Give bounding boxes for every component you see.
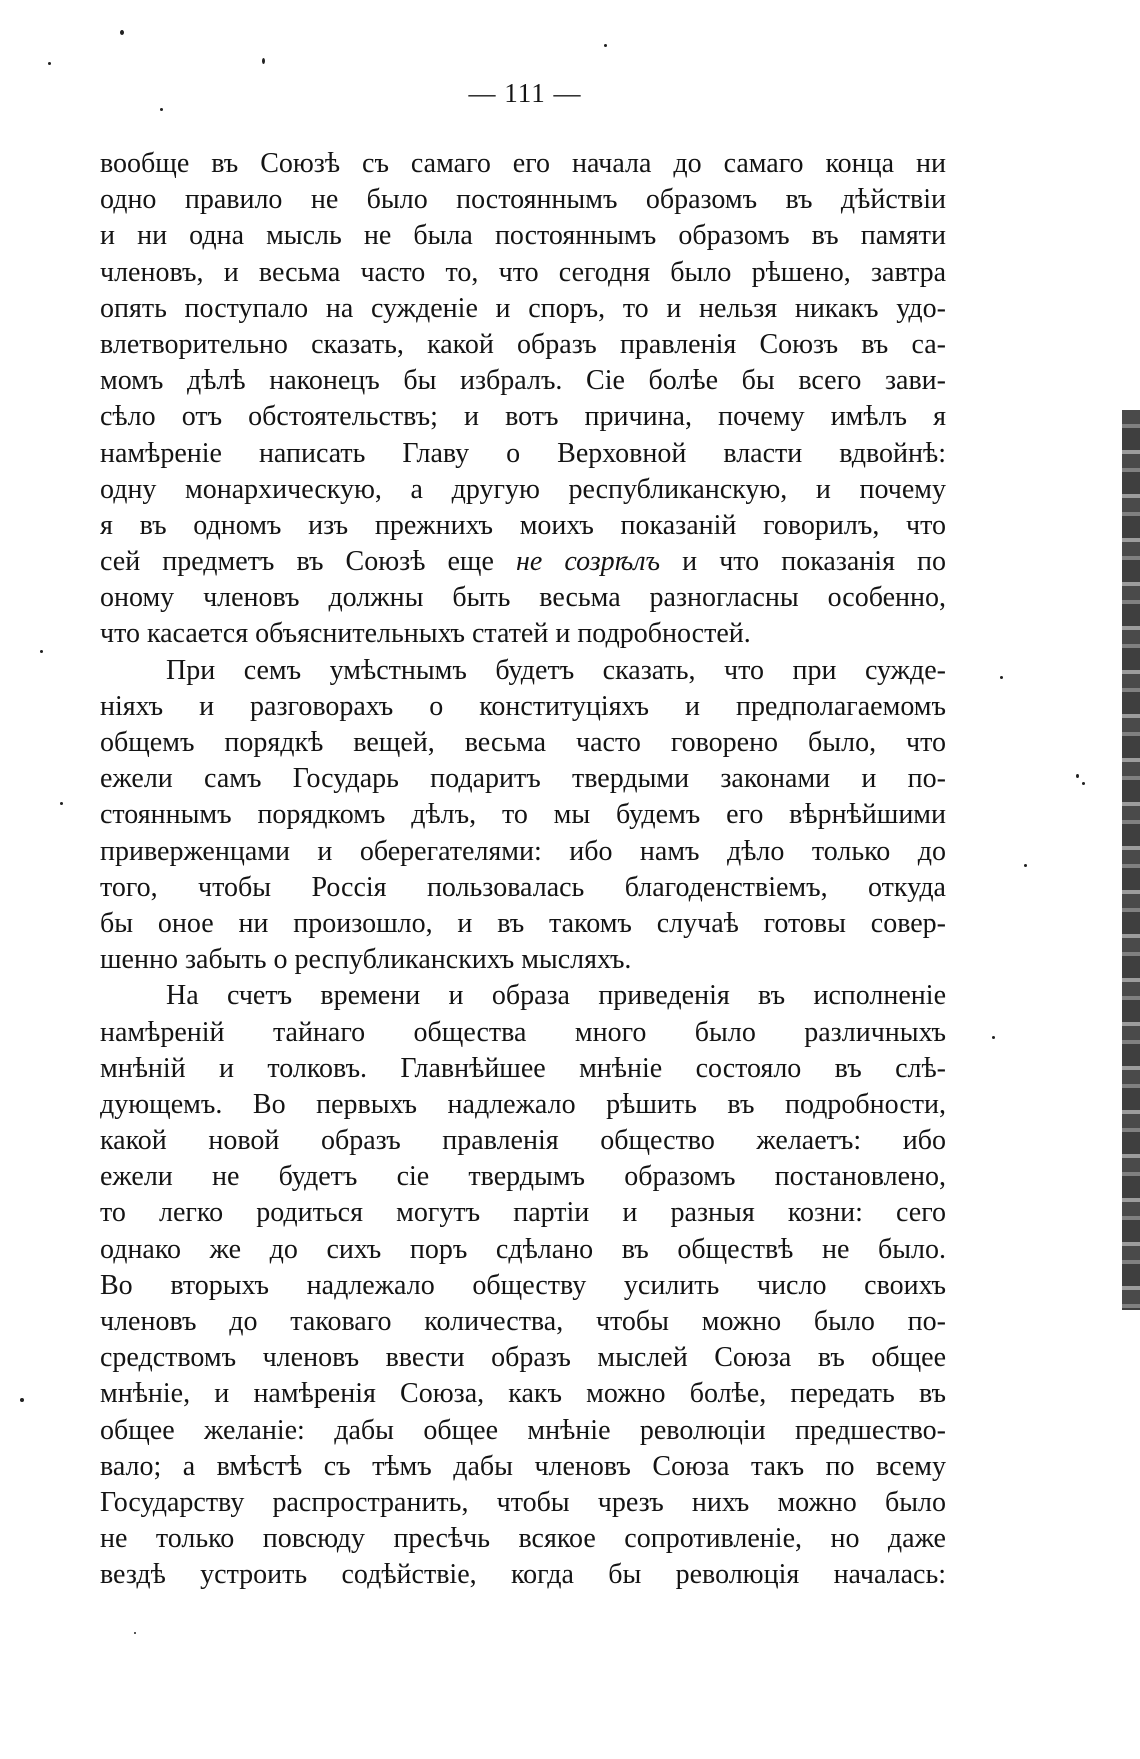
text-line: того, чтобы Россія пользовалась благоденствіемъ, откуда bbox=[100, 871, 946, 903]
text-line: приверженцами и оберегателями: ибо намъ дѣло только до bbox=[100, 835, 946, 867]
text-line: общее желаніе: дабы общее мнѣніе революціи предшество- bbox=[100, 1414, 946, 1446]
text-line: Во вторыхъ надлежало обществу усилить число своихъ bbox=[100, 1269, 946, 1301]
scan-speck bbox=[120, 30, 124, 35]
scan-speck bbox=[1082, 782, 1085, 785]
paragraph-3 bbox=[100, 978, 946, 1593]
text-line: стояннымъ порядкомъ дѣлъ, то мы будемъ его вѣрнѣйшими bbox=[100, 799, 946, 831]
text-line-with-italic bbox=[100, 544, 946, 580]
text-line: одну монархическую, а другую республиканскую, и почему bbox=[100, 473, 946, 505]
text-line: мнѣніе, и намѣренія Союза, какъ можно болѣе, передать въ bbox=[100, 1378, 946, 1410]
paragraph-2 bbox=[100, 653, 946, 979]
scan-speck bbox=[1076, 774, 1079, 778]
text-line: опять поступало на сужденіе и споръ, то и нельзя никакъ удо- bbox=[100, 292, 946, 324]
text-line: общемъ порядкѣ вещей, весьма часто говорено было, что bbox=[100, 727, 946, 758]
text-line: средствомъ членовъ ввести образъ мыслей Союза въ общее bbox=[100, 1342, 946, 1374]
text-line: вездѣ устроить содѣйствіе, когда бы революція началась: bbox=[100, 1559, 946, 1591]
scan-speck bbox=[160, 108, 163, 111]
text-line: бы оное ни произошло, и въ такомъ случаѣ готовы совер- bbox=[100, 907, 946, 939]
body-text bbox=[100, 146, 946, 1594]
scan-speck bbox=[40, 650, 43, 653]
text-line: мнѣній и толковъ. Главнѣйшее мнѣніе состояло въ слѣ- bbox=[100, 1052, 946, 1084]
text-line: сѣло отъ обстоятельствъ; и вотъ причина, почему имѣлъ я bbox=[100, 401, 946, 433]
text-line: ніяхъ и разговорахъ о конституціяхъ и предполагаемомъ bbox=[100, 690, 946, 722]
scan-speck bbox=[134, 1632, 136, 1634]
scan-speck bbox=[1024, 864, 1027, 867]
scan-speck bbox=[60, 802, 63, 805]
facing-page-bleed bbox=[1122, 410, 1140, 1310]
text-line: какой новой образъ правленія общество желаетъ: ибо bbox=[100, 1125, 946, 1157]
text-line: я въ одномъ изъ прежнихъ моихъ показаній говорилъ, что bbox=[100, 509, 946, 541]
scan-speck bbox=[604, 44, 607, 47]
text-line: и ни одна мысль не была постояннымъ образомъ въ памяти bbox=[100, 220, 946, 252]
scan-speck bbox=[48, 62, 51, 65]
text-line: Государству распространить, чтобы чрезъ нихъ можно было bbox=[100, 1486, 946, 1518]
text-line: то легко родиться могутъ партіи и разныя козни: сего bbox=[100, 1197, 946, 1229]
text-line: ежели самъ Государь подаритъ твердыми законами и по- bbox=[100, 763, 946, 795]
text-segment: и что показанія по bbox=[682, 546, 947, 578]
text-line: членовъ до таковаго количества, чтобы можно было по- bbox=[100, 1306, 946, 1337]
scan-speck bbox=[20, 1398, 24, 1402]
text-line: намѣреній тайнаго общества много было различныхъ bbox=[100, 1016, 946, 1048]
text-line: дующемъ. Во первыхъ надлежало рѣшить въ подробности, bbox=[100, 1088, 946, 1120]
scan-speck bbox=[262, 58, 265, 64]
paragraph-1 bbox=[100, 146, 946, 653]
text-line: что касается объяснительныхъ статей и подробностей. bbox=[100, 618, 751, 650]
text-line: момъ дѣлѣ наконецъ бы избралъ. Сіе болѣе бы всего зави- bbox=[100, 365, 946, 397]
text-line: намѣреніе написать Главу о Верховной власти вдвойнѣ: bbox=[100, 437, 946, 469]
text-line: вало; а вмѣстѣ съ тѣмъ дабы членовъ Союза такъ по всему bbox=[100, 1450, 946, 1482]
text-line: При семъ умѣстнымъ будетъ сказать, что при сужде- bbox=[166, 654, 946, 686]
text-line: однако же до сихъ поръ сдѣлано въ обществѣ не было. bbox=[100, 1233, 946, 1265]
text-line: членовъ, и весьма часто то, что сегодня было рѣшено, завтра bbox=[100, 256, 946, 288]
text-line: не только повсюду пресѣчь всякое сопротивленіе, но даже bbox=[100, 1523, 946, 1555]
text-line: оному членовъ должны быть весьма разногласны особенно, bbox=[100, 582, 946, 614]
text-line: шенно забыть о республиканскихъ мысляхъ. bbox=[100, 944, 632, 976]
text-line: вообще въ Союзѣ съ самаго его начала до самаго конца ни bbox=[100, 148, 946, 179]
text-segment: сей предметъ въ Союзѣ еще bbox=[100, 546, 494, 578]
italic-phrase: не созрѣлъ bbox=[515, 546, 661, 578]
scan-speck bbox=[992, 1036, 995, 1039]
page-number: — 111 — bbox=[468, 78, 582, 108]
text-line: На счетъ времени и образа приведенія въ исполненіе bbox=[166, 980, 946, 1012]
text-line: одно правило не было постояннымъ образомъ въ дѣйствіи bbox=[100, 184, 946, 216]
text-line: влетворительно сказать, какой образъ правленія Союзъ въ са- bbox=[100, 328, 946, 360]
scan-speck bbox=[1000, 676, 1003, 679]
text-line: ежели не будетъ сіе твердымъ образомъ постановлено, bbox=[100, 1161, 946, 1193]
